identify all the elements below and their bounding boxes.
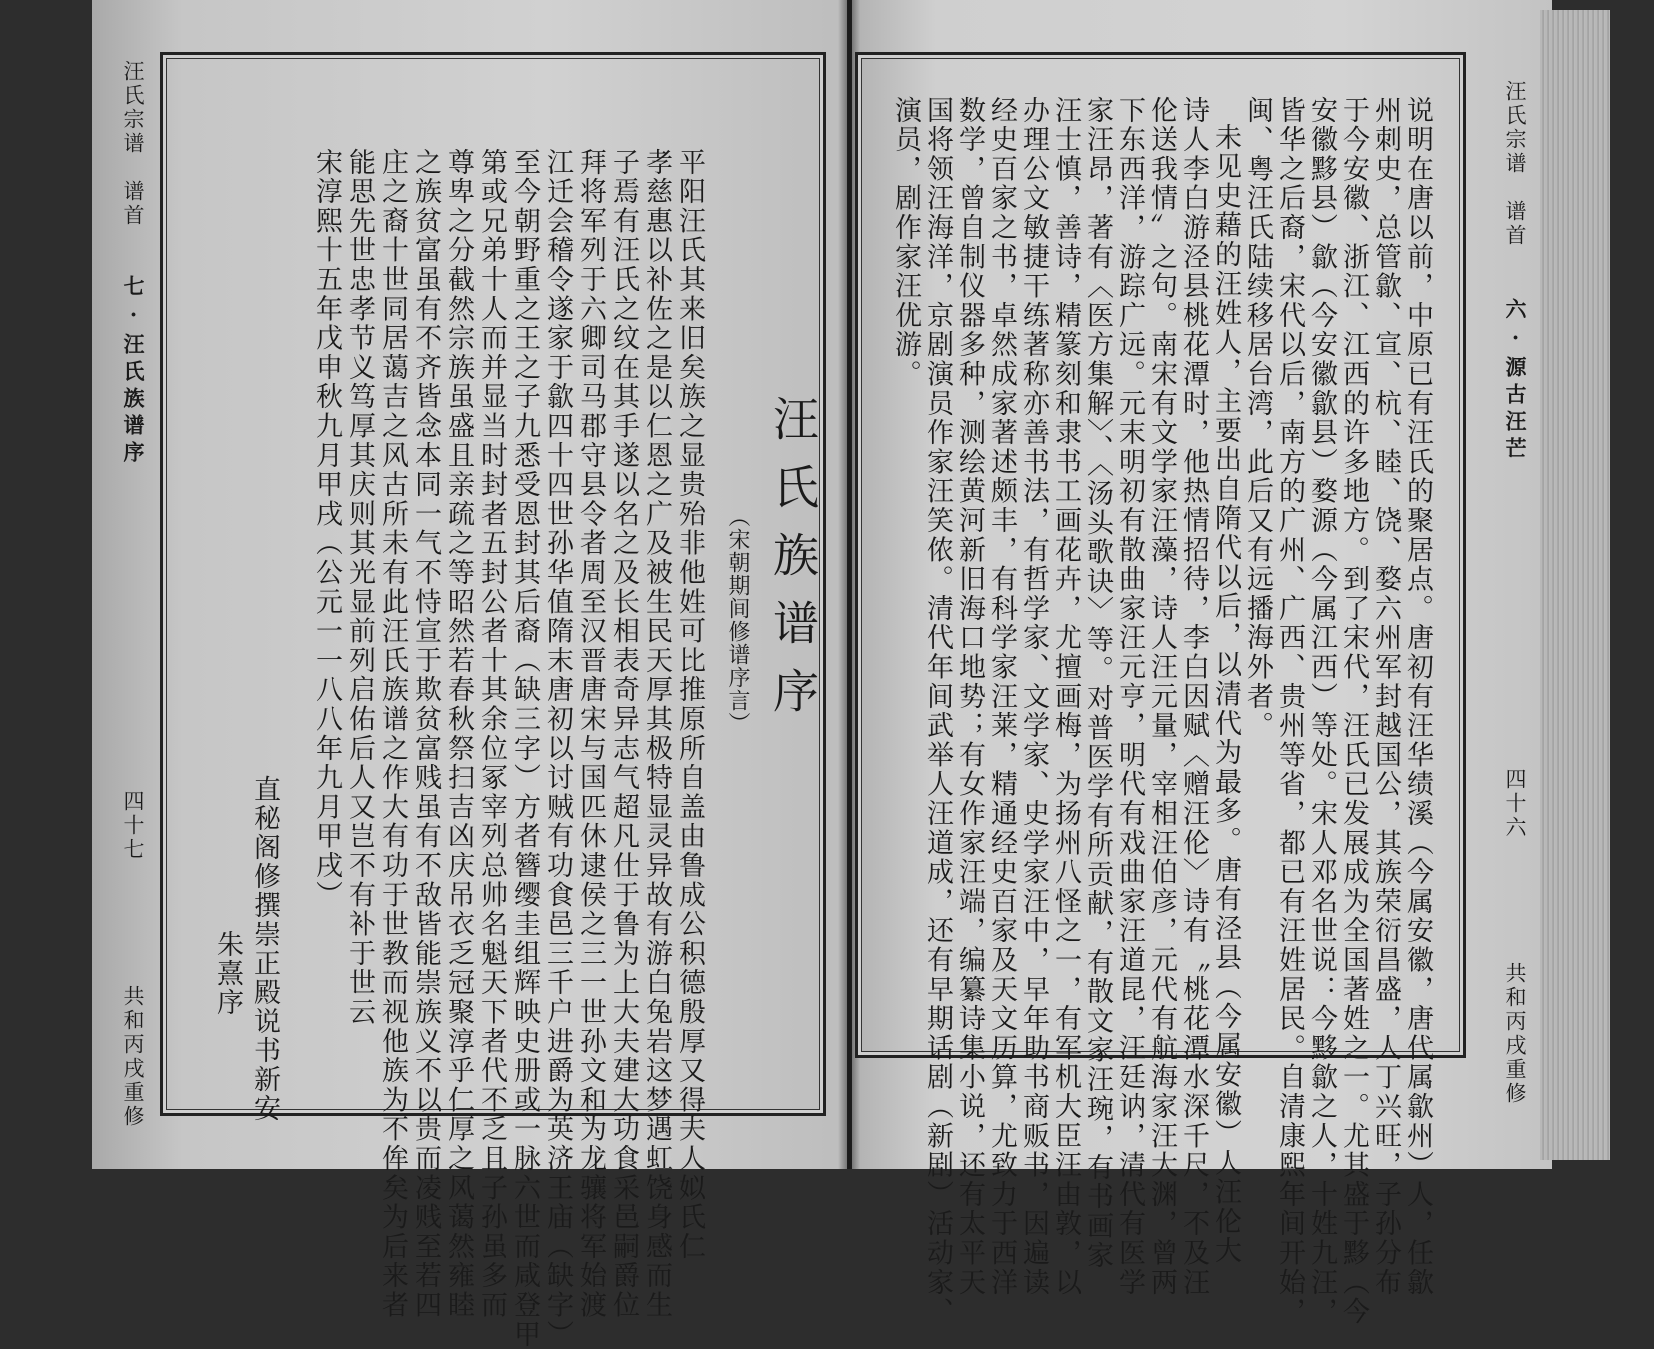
left-body-column: 子焉有汪氏之纹在其手遂以名之及长相表奇异志气超凡仕于鲁为上大夫建大功食采邑嗣爵位 (608, 148, 639, 1320)
document-title: 汪氏族谱序 (766, 395, 820, 735)
signature-title: 直秘阁修撰崇正殿说书新安 (249, 775, 280, 1123)
left-body-column: 尊卑之分截然宗族虽盛且亲疏之等昭然若春秋祭扫吉凶庆吊衣乏冠聚淳乎仁厚之风蔼然雍睦 (443, 148, 474, 1320)
left-date-line: 宋淳熙十五年戊申秋九月甲戌（公元一一八八年九月甲戌） (311, 148, 342, 910)
right-body-column: 说明在唐以前，中原已有汪氏的聚居点。唐初有汪华绩溪（今属安徽，唐代属歙州）人，任歙 (1402, 96, 1433, 1298)
left-footer-edition: 共和丙戌重修 (121, 985, 145, 1129)
left-body-column: 拜将军列于六卿司马郡守县令者周至汉晋唐宋与国匹休逮侯之三一世孙文和为龙骧将军始渡 (575, 148, 606, 1320)
right-body-column: 家汪昂，著有〈医方集解〉、〈汤头歌诀〉等。对普医学有所贡献，有散文家汪琬，有书画家 (1082, 96, 1113, 1271)
left-body-column: 之族贫富虽有不齐皆念本同一气不恃宣于欺贫富贱虽有不敌皆能崇族义不以贵而凌贱至若四 (410, 148, 441, 1320)
right-body-column: 未见史藉的汪姓人，主要出自隋代以后，以清代为最多。唐有泾县（今属安徽）人汪伦大 (1210, 123, 1241, 1266)
left-running-header: 汪氏宗谱 谱首 (121, 60, 145, 228)
right-section-title: 六·源古汪芒 (1503, 298, 1528, 464)
right-body-column: 下东西洋，游踪广远。元末明初有散曲家汪元亨，明代有戏曲家汪道昆，汪廷讷，清代有医学 (1114, 96, 1145, 1298)
page-edges (1540, 10, 1610, 1160)
right-body-column: 办理公文敏捷干练著称亦善书法，有哲学家、文学家、史学家汪中，早年助书商贩书，因遍读 (1018, 96, 1049, 1298)
right-body-column: 数学，曾自制仪器多种，测绘黄河新旧海口地势；有女作家汪端，编纂诗集小说，还有太平天 (954, 96, 985, 1298)
right-body-column: 演员，剧作家汪优游。 (890, 96, 921, 389)
left-page-number: 四十七 (121, 790, 145, 862)
right-body-column: 皆华之后裔，宋代以后，南方的广州、广西、贵州等省，都已有汪姓居民。自清康熙年间开始， (1274, 96, 1305, 1327)
left-body-column: 平阳汪氏其来旧矣族之显贵殆非他姓可比推原所自盖由鲁成公积德殷厚又得夫人姒氏仁 (674, 148, 705, 1262)
right-body-column: 经史百家之书，卓然成家著述颇丰，有科学家汪莱，精通经史百家及天文历算，尤致力于西洋 (986, 96, 1017, 1298)
right-body-column: 州刺史，总管歙、宣、杭、睦、饶、婺六州军封越国公，其族荣衍昌盛，人丁兴旺，子孙分布 (1370, 96, 1401, 1298)
right-body-column: 国将领汪海洋，京剧演员作家汪笑侬。清代年间武举人汪道成，还有早期话剧（新剧）活动家、 (922, 96, 953, 1327)
signature-author: 朱熹序 (212, 930, 243, 1017)
left-body-column: 第或兄弟十人而并显当时封者五封公者十其余位冢宰列总帅名魁天下者代不乏且子孙虽多而 (476, 148, 507, 1320)
left-body-column: 至今朝野重之王之子九悉受恩封其后裔（缺三字）方者簪缨圭组辉映史册或一脉六世而咸登甲 (509, 148, 540, 1349)
right-running-header: 汪氏宗谱 谱首 (1503, 80, 1527, 248)
right-body-column: 汪士慎，善诗，精篆刻和隶书工画花卉，尤擅画梅，为扬州八怪之一，有军机大臣汪由敦，以 (1050, 96, 1081, 1298)
right-footer-edition: 共和丙戌重修 (1503, 962, 1527, 1106)
right-body-column: 于今安徽、浙江、江西的许多地方。到了宋代，汪氏已发展成为全国著姓之一。尤其盛于黟（今 (1338, 96, 1369, 1327)
right-body-column: 诗人李白游泾县桃花潭时，他热情招待，李白因赋〈赠汪伦〉诗有〝桃花潭水深千尺，不及汪 (1178, 96, 1209, 1298)
left-body-column: 能思先世忠孝节义笃厚其庆则其光显前列启佑后人又岂不有补于世云 (344, 148, 375, 1027)
left-body-column: 庄之裔十世同居蔼吉之风古所未有此汪氏族谱之作大有功于世教而视他族为不侔矣为后来者 (377, 148, 408, 1320)
left-body-column: 孝慈惠以补佐之是以仁恩之广及被生民天厚其极特显灵异故有游白兔岩这梦遇虹饶身感而生 (641, 148, 672, 1320)
right-body-column: 伦送我情〞之句。南宋有文学家汪藻，诗人汪元量，宰相汪伯彦，元代有航海家汪大渊，曾两 (1146, 96, 1177, 1298)
document-subtitle: （宋朝期间修谱序言） (725, 505, 750, 735)
right-body-column: 闽、粤汪氏陆续移居台湾，此后又有远播海外者。 (1242, 96, 1273, 741)
right-body-column: 安徽黟县）歙（今安徽歙县）婺源（今属江西）等处。宋人邓名世说：今黟歙之人，十姓九汪， (1306, 96, 1337, 1327)
left-section-title: 七·汪氏族谱序 (121, 275, 146, 468)
right-page-number: 四十六 (1503, 768, 1527, 840)
left-body-column: 江迁会稽令遂家于歙四十四世孙华值隋末唐初以讨贼有功食邑三千户进爵为英济王庙（缺字） (542, 148, 573, 1349)
